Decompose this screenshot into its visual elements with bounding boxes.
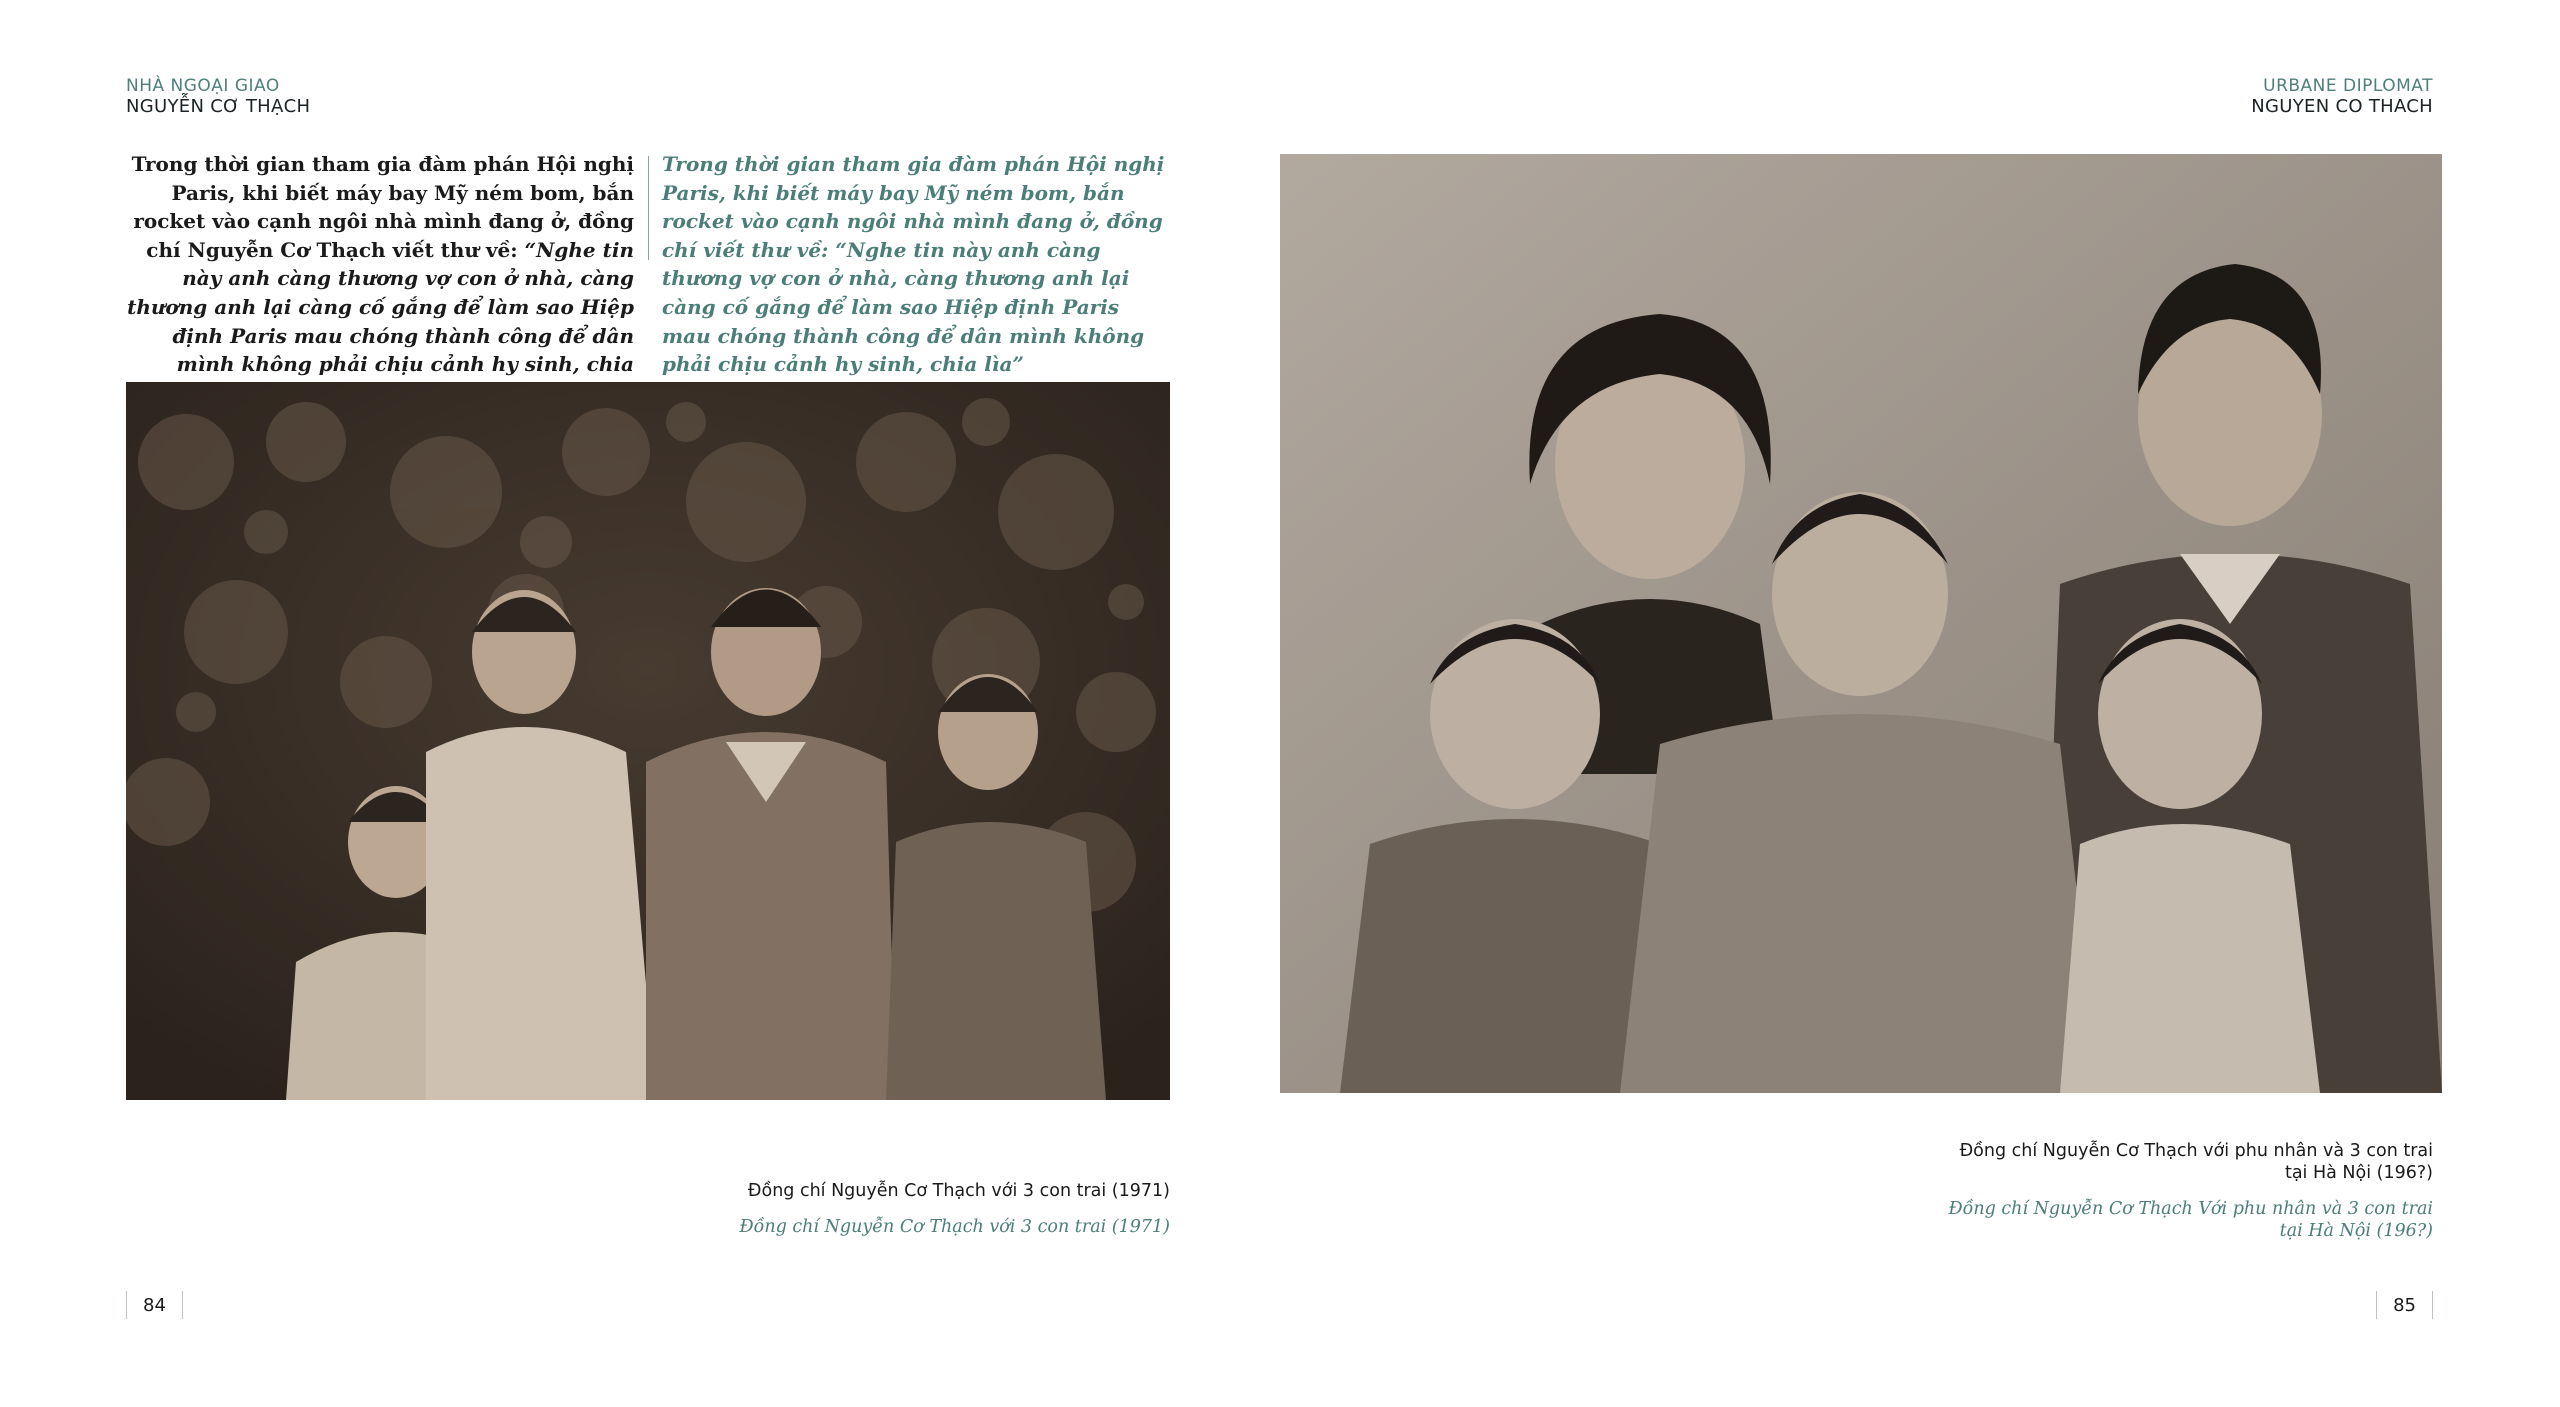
- photo-father-three-sons: [126, 382, 1170, 1100]
- quote-vi-text: Trong thời gian tham gia đàm phán Hội nghị Paris, khi biết máy bay Mỹ ném bom, bắn rocket vào cạnh ngôi nhà mình đang ở, đồng chí Nguyễn Cơ Thạch viết thư về:: [131, 152, 634, 262]
- caption-right-en-line1: Đồng chí Nguyễn Cơ Thạch Với phu nhân và 3 con trai: [1948, 1199, 2433, 1219]
- page-number-text: 85: [2393, 1294, 2416, 1316]
- page-number-right: [2376, 1290, 2433, 1320]
- photo-family-portrait-image: [1280, 154, 2442, 1093]
- page-number-left: [126, 1290, 183, 1320]
- folio-divider: [182, 1291, 183, 1319]
- running-head-title: NHÀ NGOẠI GIAO: [126, 76, 280, 96]
- caption-right-vi-line1: Đồng chí Nguyễn Cơ Thạch với phu nhân và 3 con trai: [1959, 1141, 2433, 1161]
- photo-father-three-sons-image: [126, 382, 1170, 1100]
- running-head-subtitle: NGUYEN CO THACH: [2251, 96, 2433, 117]
- quote-vietnamese: [126, 150, 634, 407]
- caption-right-vietnamese: [1633, 1140, 2433, 1184]
- caption-left-translation: Đồng chí Nguyễn Cơ Thạch với 3 con trai (1971): [739, 1217, 1170, 1237]
- quote-divider: [648, 156, 649, 260]
- caption-left-vietnamese: Đồng chí Nguyễn Cơ Thạch với 3 con trai (1971): [747, 1181, 1170, 1201]
- running-head-right: [2251, 76, 2433, 118]
- running-head-left: [126, 76, 310, 118]
- caption-right-vi-line2: tại Hà Nội (196?): [2284, 1163, 2433, 1183]
- caption-left: [470, 1180, 1170, 1238]
- folio-divider: [2432, 1291, 2433, 1319]
- caption-right-en-line2: tại Hà Nội (196?): [2279, 1221, 2433, 1241]
- quote-translation: Trong thời gian tham gia đàm phán Hội nghị Paris, khi biết máy bay Mỹ ném bom, bắn rocket vào cạnh ngôi nhà mình đang ở, đồng chí viết thư về: “Nghe tin này anh càng thương vợ con ở nhà, càng thương anh lại càng cố gắng để làm sao Hiệp định Paris mau chóng thành công để dân mình không phải chịu cảnh hy sinh, chia lìa”: [662, 152, 1165, 377]
- photo-family-portrait: [1280, 154, 2442, 1093]
- caption-right-translation: [1633, 1198, 2433, 1242]
- page-number-text: 84: [143, 1294, 166, 1316]
- running-head-title: URBANE DIPLOMAT: [2263, 76, 2433, 96]
- right-page: [1280, 0, 2560, 1407]
- caption-right: [1633, 1140, 2433, 1242]
- quote-vi-italic: “Nghe tin này anh càng thương vợ con ở nhà, càng thương anh lại càng cố gắng để làm sao Hiệp định Paris mau chóng thành công để dân mình không phải chịu cảnh hy sinh, chia: [127, 237, 634, 377]
- running-head-subtitle: NGUYỄN CƠ THẠCH: [126, 96, 311, 117]
